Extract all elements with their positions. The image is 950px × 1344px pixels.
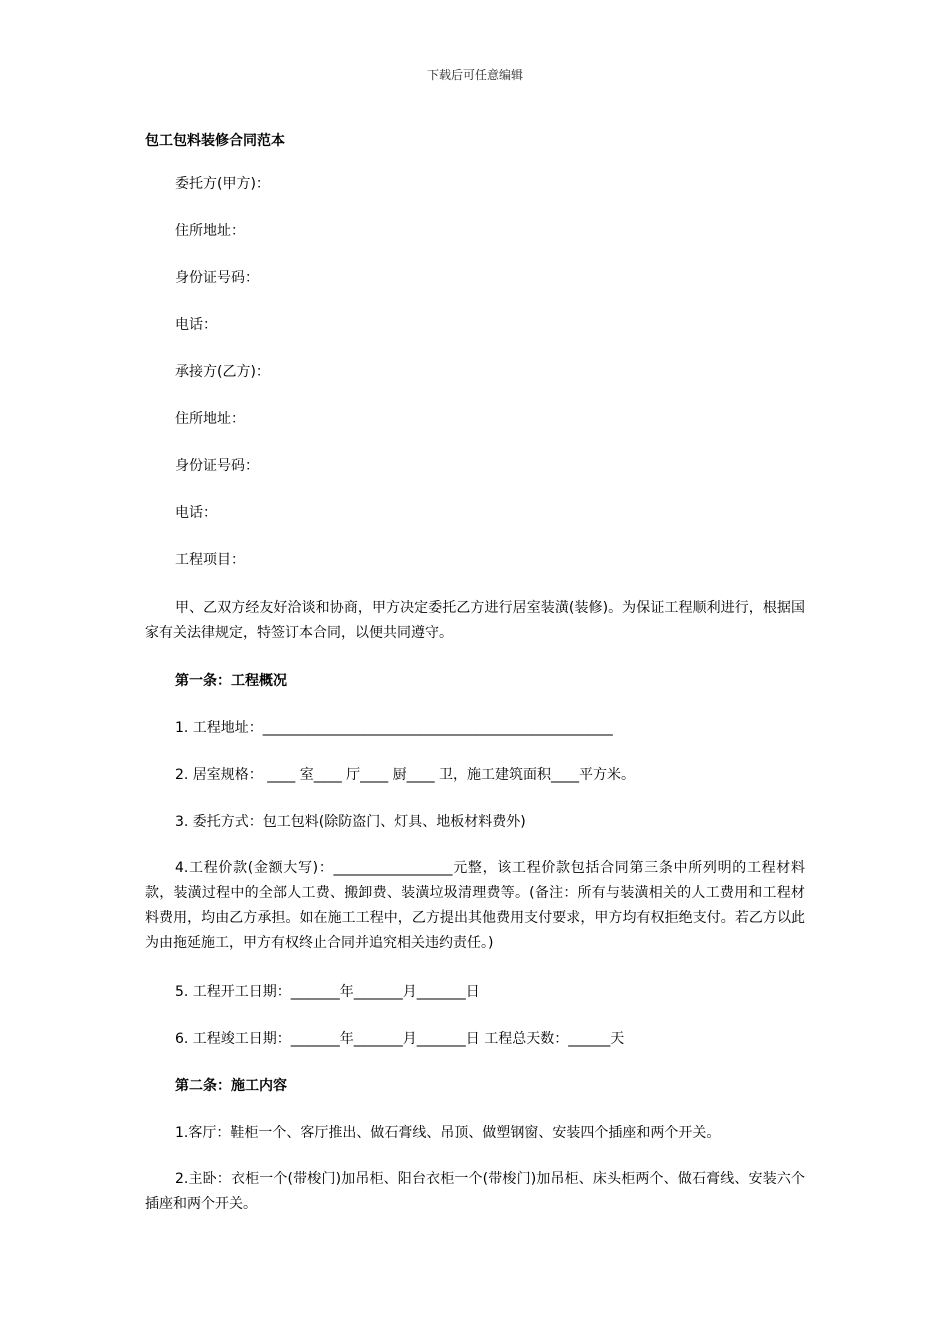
article1-item1: 1. 工程地址：__________________________________________________ <box>175 720 613 736</box>
article1-item5: 5. 工程开工日期：_______年_______月_______日 <box>175 984 480 1000</box>
article1-heading: 第一条：工程概况 <box>175 673 287 689</box>
document-title: 包工包料装修合同范本 <box>145 133 285 149</box>
article2-item1: 1.客厅：鞋柜一个、客厅推出、做石膏线、吊顶、做塑钢窗、安装四个插座和两个开关。 <box>175 1125 721 1141</box>
contractor-id-label: 身份证号码： <box>175 458 259 474</box>
client-label: 委托方(甲方)： <box>175 176 270 192</box>
client-address-label: 住所地址： <box>175 223 245 239</box>
article1-item3: 3. 委托方式：包工包料(除防盗门、灯具、地板材料费外) <box>175 814 526 830</box>
contractor-address-label: 住所地址： <box>175 411 245 427</box>
page-header: 下载后可任意编辑 <box>426 68 523 82</box>
intro-paragraph: 甲、乙双方经友好洽谈和协商，甲方决定委托乙方进行居室装潢(装修)。为保证工程顺利进行，根据国家有关法律规定，特签订本合同，以便共同遵守。 <box>145 600 805 641</box>
article2-item2: 2.主卧：衣柜一个(带梭门)加吊柜、阳台衣柜一个(带梭门)加吊柜、床头柜两个、做石膏线、安装六个插座和两个开关。 <box>145 1171 805 1212</box>
article1-item2: 2. 居室规格： ____ 室____ 厅____ 厨____ 卫，施工建筑面积____平方米。 <box>175 767 636 783</box>
client-id-label: 身份证号码： <box>175 270 259 286</box>
article1-item4: 4.工程价款(金额大写)：_________________元整，该工程价款包括合同第三条中所列明的工程材料款，装潢过程中的全部人工费、搬卸费、装潢垃圾清理费等。(备注：所有与装潢相关的人工费用和工程材料费用，均由乙方承担。如在施工工程中，乙方提出其他费用支付要求，甲方均有权拒绝支付。若乙方以此为由拖延施工，甲方有权终止合同并追究相关违约责任。) <box>145 860 805 951</box>
client-phone-label: 电话： <box>175 317 217 333</box>
contractor-phone-label: 电话： <box>175 505 217 521</box>
project-label: 工程项目： <box>175 552 245 568</box>
contractor-label: 承接方(乙方)： <box>175 364 270 380</box>
article1-item6: 6. 工程竣工日期：_______年_______月_______日 工程总天数：______天 <box>175 1031 625 1047</box>
article2-heading: 第二条：施工内容 <box>175 1078 287 1094</box>
